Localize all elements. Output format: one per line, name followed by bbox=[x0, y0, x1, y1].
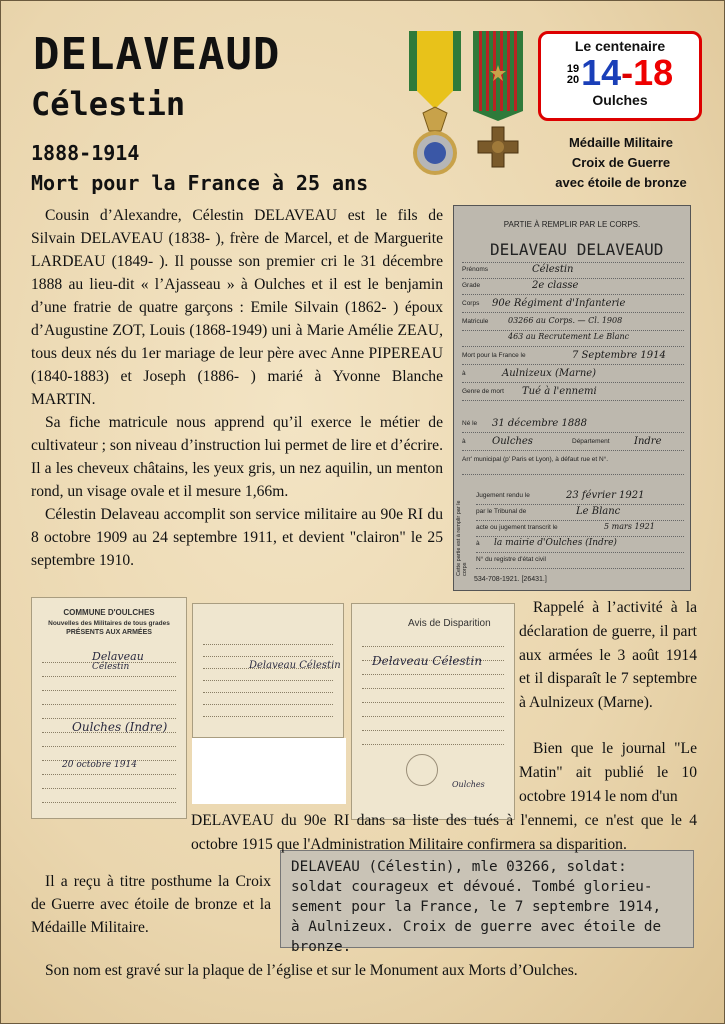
card-name-row bbox=[462, 240, 684, 263]
stamp-icon bbox=[406, 754, 438, 786]
card-grade-row: Grade 2e classe bbox=[462, 282, 684, 295]
centenaire-logo bbox=[538, 31, 702, 121]
paragraph-posthume: Il a reçu à titre posthume la Croix de Guerre avec étoile de bronze et la Médaille Militaire. bbox=[31, 873, 271, 936]
medaille-militaire-icon bbox=[405, 31, 465, 181]
card-jugement-row: Jugement rendu le 23 février 1921 bbox=[476, 492, 684, 505]
life-dates: 1888-1914 bbox=[31, 141, 140, 165]
card-tribunal-row: par le Tribunal de Le Blanc bbox=[476, 508, 684, 521]
paragraph-matin: Bien que le journal "Le Matin" ait publié le 10 octobre 1914 le nom d'un bbox=[519, 740, 697, 805]
logo-top-text: Le centenaire bbox=[574, 38, 666, 54]
paragraph-service: Célestin Delaveau accomplit son service militaire au 90e RI du 8 octobre 1909 au 24 septembre 1911, et devient "clairon" le 25 septembre 1910. bbox=[31, 506, 443, 569]
doc1-date: 20 octobre 1914 bbox=[62, 760, 137, 770]
logo-dash: - bbox=[621, 52, 634, 93]
text-block-posthume bbox=[31, 870, 271, 939]
logo-numbers bbox=[541, 54, 699, 92]
paragraph-matricule: Sa fiche matricule nous apprend qu’il exerce le métier de cultivateur ; son niveau d’instruction lui permet de lire et d’écrire. Il a les cheveux châtains, les yeux gris, un nez aquilin, un menton rond, un visage ovale et il mesure 1,66m. bbox=[31, 414, 443, 500]
blank-area bbox=[192, 738, 346, 804]
doc1-first: Célestin bbox=[92, 662, 130, 672]
text-block-top bbox=[31, 204, 443, 572]
logo-bottom-text: Oulches bbox=[592, 92, 648, 108]
middle-doc bbox=[192, 603, 344, 738]
surname-title: DELAVEAUD bbox=[33, 29, 281, 80]
medal-caption-line3: avec étoile de bronze bbox=[555, 175, 687, 190]
doc1-place: Oulches (Indre) bbox=[72, 720, 168, 734]
croix-de-guerre-icon bbox=[469, 31, 527, 181]
card-arr-row: Arr' municipal (p' Paris et Lyon), à défaut rue et N°. bbox=[462, 456, 684, 475]
doc2-place: Oulches bbox=[452, 780, 485, 789]
doc1-title2: Nouvelles des Militaires de tous grades bbox=[48, 620, 170, 627]
medal-caption-line1: Médaille Militaire bbox=[568, 135, 674, 150]
card-transcrit-row: acte ou jugement transcrit le 5 mars 1921 bbox=[476, 524, 684, 537]
card-ne-lieu-row: à Oulches Département Indre bbox=[462, 438, 684, 451]
card-registre-row: N° du registre d'état civil bbox=[476, 556, 684, 569]
text-block-matin-start bbox=[519, 737, 697, 808]
doc2-name: Delaveau Célestin bbox=[372, 654, 483, 668]
card-corps-row: Corps 90e Régiment d'Infanterie bbox=[462, 300, 684, 313]
paragraph-monument: Son nom est gravé sur la plaque de l’église et sur le Monument aux Morts d’Oulches. bbox=[45, 962, 578, 979]
card-name: DELAVEAU DELAVEAUD bbox=[490, 240, 664, 259]
text-block-final bbox=[31, 959, 691, 982]
first-name-title: Célestin bbox=[31, 85, 186, 123]
paragraph-matin-continuation: DELAVEAU du 90e RI dans sa liste des tués à l'ennemi, ce n'est que le 4 octobre 1915 que l'Administration Militaire confirmera sa disparition. bbox=[191, 812, 697, 853]
doc3-name: Delaveau Célestin bbox=[249, 660, 341, 671]
card-transcrit-a-row: à la mairie d'Oulches (Indre) bbox=[476, 540, 684, 553]
card-recrutement-row: 463 au Recrutement Le Blanc bbox=[462, 334, 684, 347]
doc1-name: Delaveau bbox=[92, 650, 144, 663]
newspaper-clipping: DELAVEAU (Célestin), mle 03266, soldat: soldat courageux et dévoué. Tombé glorieu- sement pour la France, le 7 septembre 1914, à Aulnizeux. Croix de guerre avec étoile de bronze. bbox=[280, 850, 694, 948]
paragraph-rappel: Rappelé à l’activité à la déclaration de guerre, il part aux armées le 3 août 1914 et il disparaît le 7 septembre à Aulnizeux (Marne). bbox=[519, 599, 697, 712]
card-ne-row: Né le 31 décembre 1888 bbox=[462, 420, 684, 433]
medal-caption bbox=[531, 133, 711, 193]
card-side-note: Cette partie est à remplir par le corps bbox=[456, 500, 468, 576]
card-footer: 534-708-1921. [26431.] bbox=[474, 576, 547, 583]
medal-caption-line2: Croix de Guerre bbox=[571, 155, 671, 170]
card-matricule-row: Matricule 03266 au Corps. — Cl. 1908 bbox=[462, 318, 684, 331]
card-mort-row: Mort pour la France le 7 Septembre 1914 bbox=[462, 352, 684, 365]
card-prenoms-row: Prénoms Célestin bbox=[462, 266, 684, 279]
logo-years: 19 20 bbox=[566, 63, 580, 87]
card-header: PARTIE À REMPLIR PAR LE CORPS. bbox=[503, 220, 641, 229]
text-block-right bbox=[519, 596, 697, 715]
doc1-title1: COMMUNE D'OULCHES bbox=[63, 608, 155, 617]
card-lieu-row: à Aulnizeux (Marne) bbox=[462, 370, 684, 383]
matricule-card bbox=[453, 205, 691, 591]
nouvelles-militaires-doc bbox=[31, 597, 187, 819]
logo-18: 18 bbox=[633, 52, 674, 93]
paragraph-family: Cousin d’Alexandre, Célestin DELAVEAU est le fils de Silvain DELAVEAU (1838- ), frère de Marcel, et de Marguerite LARDEAU (1849- ). Il pousse son premier cri le 31 décembre 1888 au lieu-dit « l’Ajasseau » à Oulches et il est le benjamin d’une fratrie de quatre garçons : Emile Silvain (1862- ) époux d’Augustine ZOT, Louis (1868-1949) uni à Marie Amélie ZEAU, tous deux nés du 1er mariage de leur père avec Anne PIPEREAU (1840-1883) et Joseph (1886- ) marié à Yvonne Blanche MARTIN. bbox=[31, 207, 443, 408]
logo-14: 14 bbox=[581, 52, 622, 93]
card-genre-row: Genre de mort Tué à l'ennemi bbox=[462, 388, 684, 401]
death-line: Mort pour la France à 25 ans bbox=[31, 171, 369, 195]
doc2-title: Avis de Disparition bbox=[408, 618, 491, 629]
text-block-matin-cont bbox=[191, 809, 697, 857]
doc1-title3: PRÉSENTS AUX ARMÉES bbox=[66, 629, 152, 636]
avis-disparition-doc bbox=[351, 603, 515, 820]
